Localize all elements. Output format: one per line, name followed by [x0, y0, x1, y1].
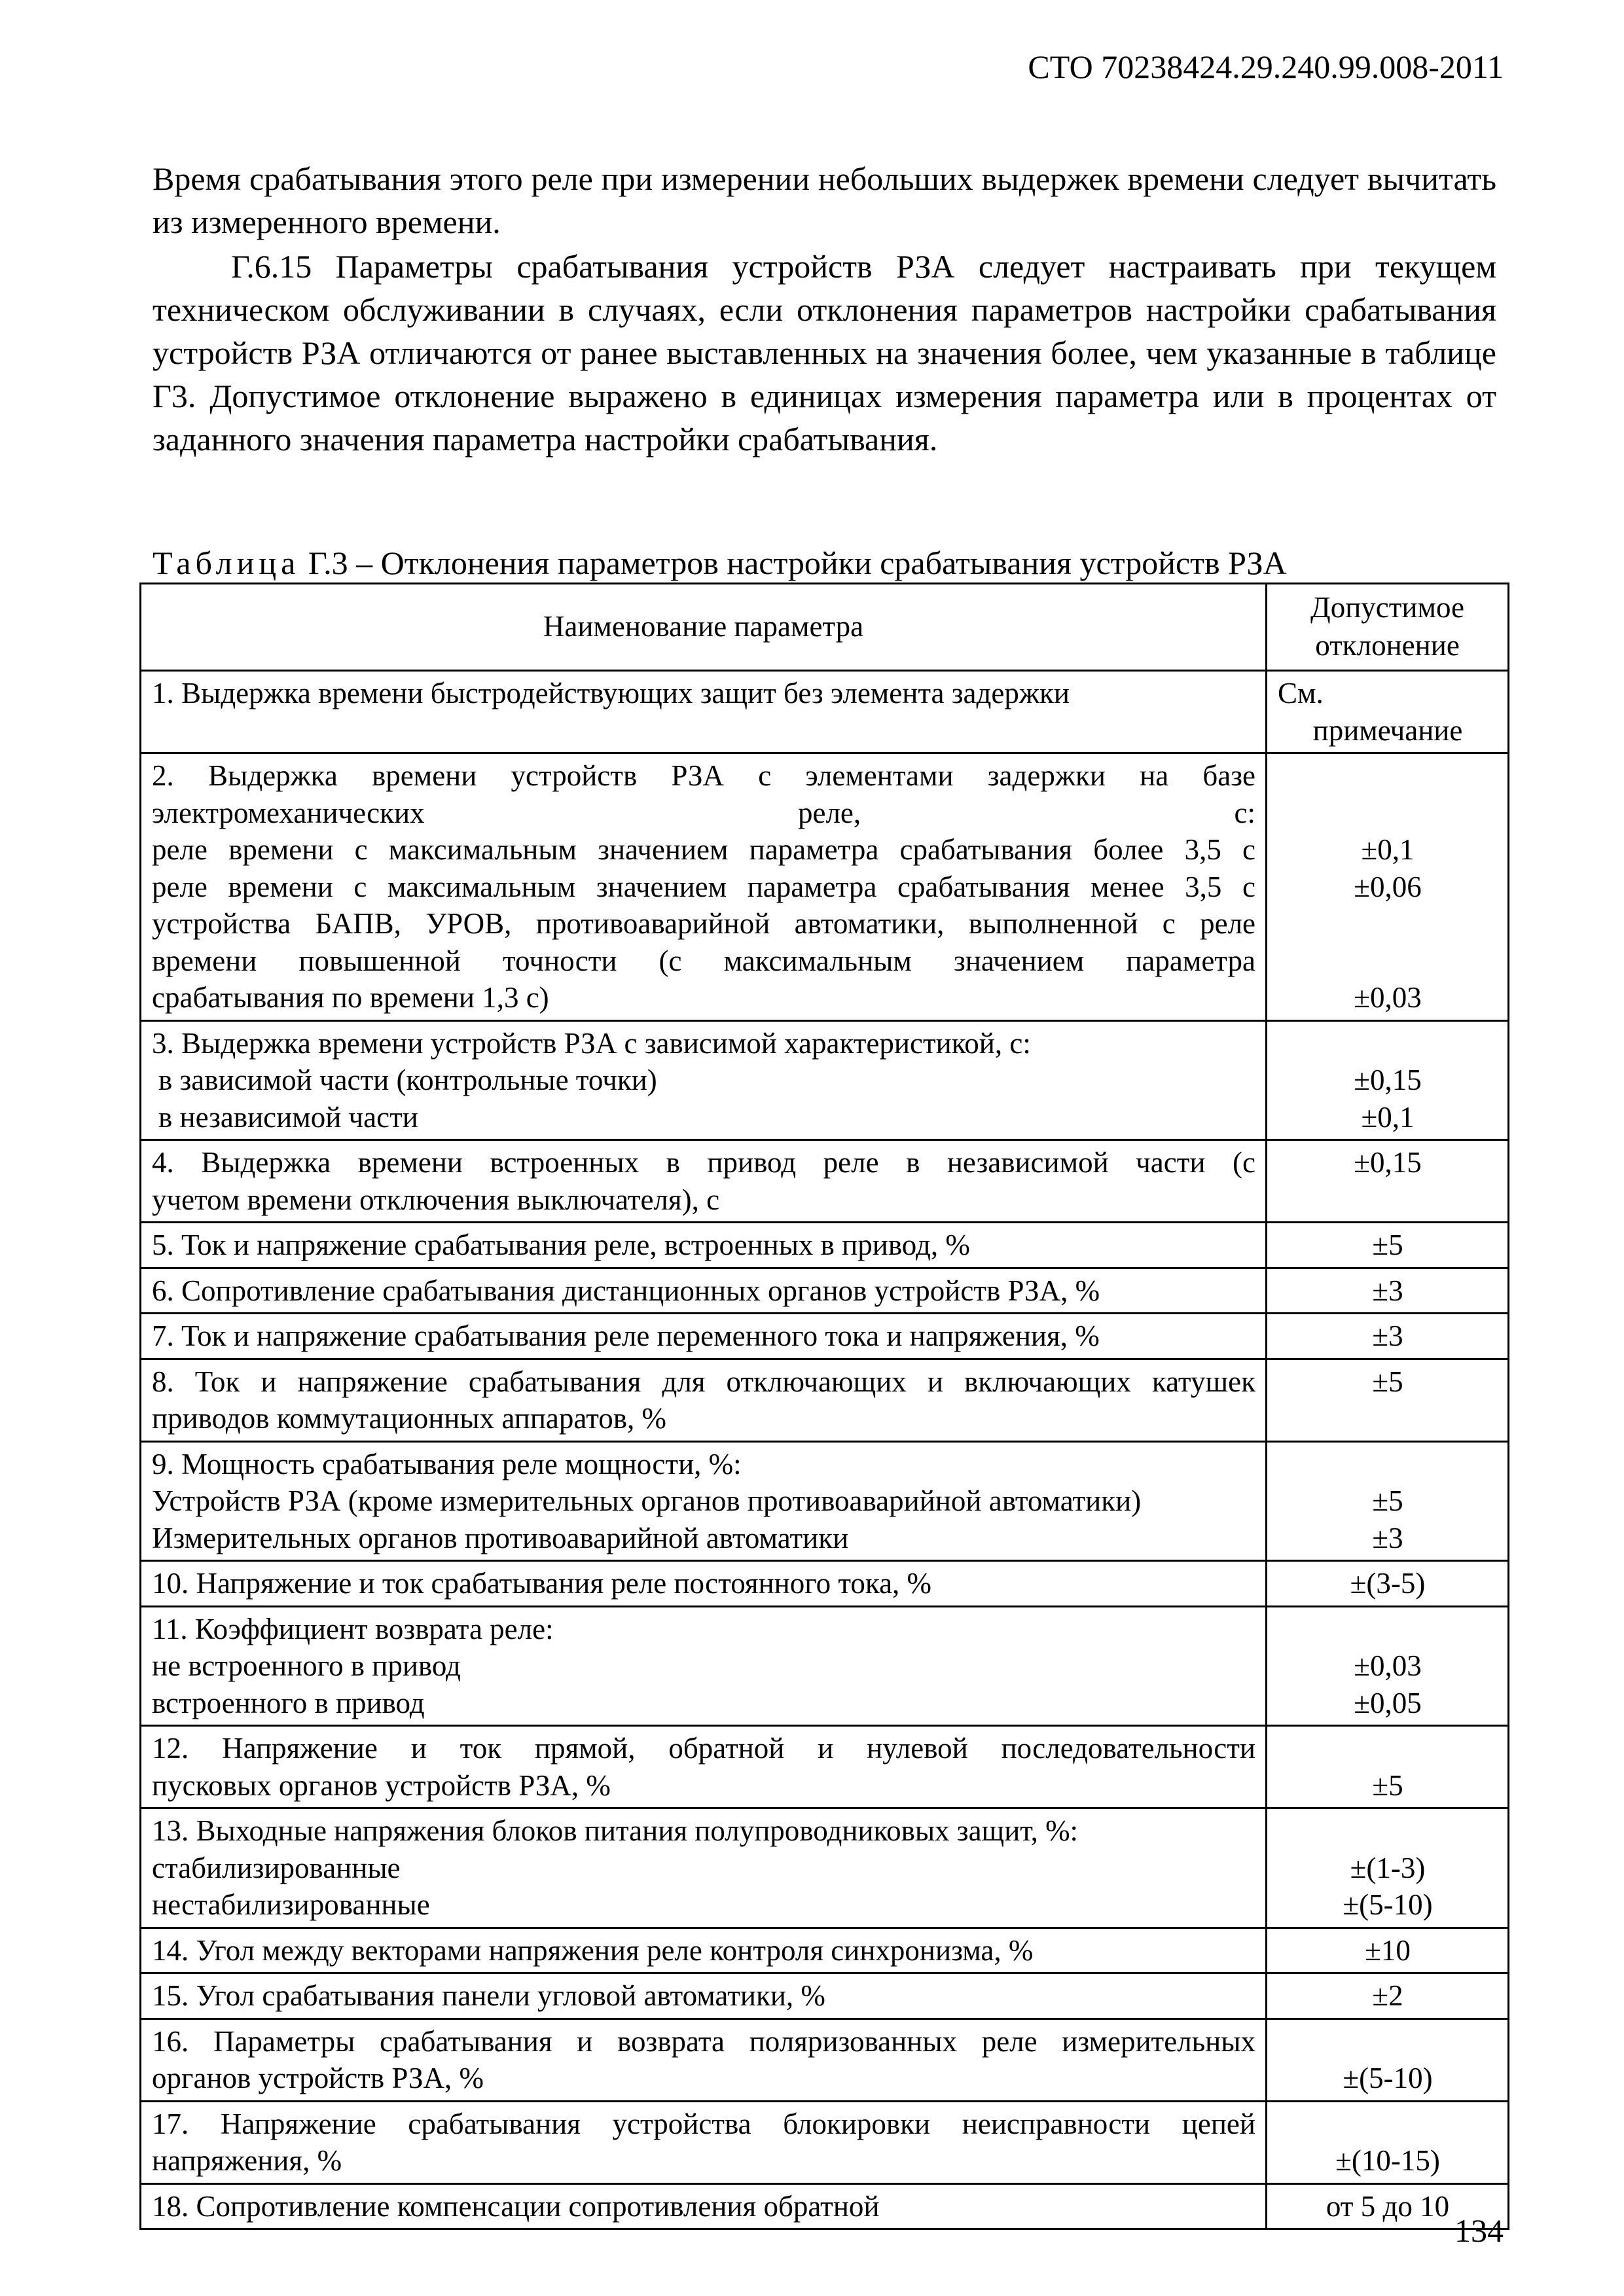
- document-code: СТО 70238424.29.240.99.008-2011: [1028, 48, 1504, 85]
- header-deviation: [1267, 584, 1509, 671]
- parameter-line: пусковых органов устройств РЗА, %: [152, 1768, 611, 1802]
- parameter-cell: [141, 2101, 1267, 2183]
- parameter-line: 8. Ток и напряжение срабатывания для отключающих и включающих катушек: [152, 1365, 1255, 1398]
- deviation-cell: [1267, 1808, 1509, 1928]
- deviation-value: ±(3-5): [1350, 1567, 1426, 1600]
- deviation-cell: [1267, 1020, 1509, 1140]
- deviation-cell: [1267, 1140, 1509, 1223]
- deviation-value: примечание: [1312, 713, 1463, 747]
- deviation-value: [1278, 1730, 1498, 1767]
- parameter-line: 3. Выдержка времени устройств РЗА с зависимой характеристикой, с:: [152, 1026, 1031, 1060]
- deviation-value: [1278, 942, 1498, 980]
- deviation-cell: [1267, 2101, 1509, 2183]
- parameter-line: 14. Угол между векторами напряжения реле контроля синхронизма, %: [152, 1933, 1034, 1967]
- parameter-line: 6. Сопротивление срабатывания дистанционных органов устройств РЗА, %: [152, 1274, 1100, 1307]
- parameter-line: времени повышенной точности (с максимальным значением параметра: [152, 944, 1255, 977]
- parameter-cell: [141, 1928, 1267, 1973]
- parameter-cell: [141, 1726, 1267, 1808]
- deviation-cell: [1267, 1314, 1509, 1359]
- parameter-line: учетом времени отключения выключателя), с: [152, 1183, 720, 1216]
- deviation-cell: [1267, 1973, 1509, 2019]
- parameter-line: органов устройств РЗА, %: [152, 2062, 484, 2094]
- deviation-value: ±0,15: [1354, 1064, 1422, 1096]
- table-row: [141, 1441, 1509, 1561]
- table-caption-text: Г.3 – Отклонения параметров настройки срабатывания устройств РЗА: [308, 545, 1287, 581]
- deviation-value: ±3: [1372, 1274, 1403, 1307]
- parameter-line: электромеханических реле, с:: [152, 796, 1255, 829]
- deviation-cell: [1267, 1606, 1509, 1726]
- deviation-value: ±0,03: [1354, 981, 1422, 1014]
- header-parameter: Наименование параметра: [141, 584, 1267, 671]
- table-row: [141, 1973, 1509, 2019]
- parameter-cell: [141, 1561, 1267, 1607]
- parameter-cell: [141, 1020, 1267, 1140]
- parameter-cell: [141, 1359, 1267, 1441]
- table-row: [141, 1223, 1509, 1268]
- parameter-cell: [141, 1268, 1267, 1314]
- header-deviation-line1: Допустимое: [1310, 591, 1464, 624]
- parameter-cell: [141, 671, 1267, 753]
- paragraph-2: Г.6.15 Параметры срабатывания устройств РЗА следует настраивать при текущем техническом обслуживании в случаях, если отклонения параметров настройки срабатывания устройств РЗА отличаются от ранее выставленных на значения более, чем указанные в таблице Г3. Допустимое отклонение выражено в единицах измерения параметра или в процентах от заданного значения параметра настройки срабатывания.: [153, 248, 1496, 457]
- deviation-value: ±0,05: [1354, 1686, 1422, 1719]
- table-row: [141, 1606, 1509, 1726]
- parameter-line: приводов коммутационных аппаратов, %: [152, 1402, 667, 1435]
- deviation-value: [1278, 1812, 1498, 1850]
- table-row: [141, 1020, 1509, 1140]
- parameter-cell: [141, 1223, 1267, 1268]
- deviation-table: [139, 583, 1509, 2230]
- deviation-value: [1278, 905, 1498, 942]
- deviation-value: ±3: [1372, 1319, 1403, 1352]
- parameter-cell: [141, 1606, 1267, 1726]
- parameter-line: устройства БАПВ, УРОВ, противоаварийной автоматики, выполненной с реле: [152, 907, 1255, 940]
- parameter-line: нестабилизированные: [152, 1888, 430, 1921]
- deviation-cell: [1267, 1561, 1509, 1607]
- parameter-line: 2. Выдержка времени устройств РЗА с элементами задержки на базе: [152, 759, 1255, 792]
- deviation-value: [1278, 1611, 1498, 1648]
- parameter-line: 1. Выдержка времени быстродействующих защит без элемента задержки: [152, 677, 1070, 709]
- deviation-value: ±(5-10): [1343, 2062, 1433, 2094]
- deviation-value: [1278, 757, 1498, 795]
- parameter-line: реле времени с максимальным значением параметра срабатывания менее 3,5 с: [152, 870, 1255, 903]
- table-caption-label: Таблица: [153, 545, 300, 581]
- deviation-value: ±(1-3): [1350, 1851, 1426, 1884]
- parameter-line: срабатывания по времени 1,3 с): [152, 981, 549, 1014]
- table-row: [141, 1140, 1509, 1223]
- parameter-line: 5. Ток и напряжение срабатывания реле, встроенных в привод, %: [152, 1229, 970, 1261]
- table-row: [141, 1808, 1509, 1928]
- parameter-cell: [141, 1973, 1267, 2019]
- deviation-cell: [1267, 753, 1509, 1021]
- parameter-line: встроенного в привод: [152, 1686, 425, 1719]
- deviation-cell: [1267, 1268, 1509, 1314]
- parameter-line: 10. Напряжение и ток срабатывания реле постоянного тока, %: [152, 1567, 932, 1600]
- parameter-line: 15. Угол срабатывания панели угловой автоматики, %: [152, 1979, 825, 2012]
- parameter-line: 13. Выходные напряжения блоков питания полупроводниковых защит, %:: [152, 1814, 1079, 1847]
- parameter-cell: [141, 2183, 1267, 2229]
- table-row: [141, 753, 1509, 1021]
- deviation-value: [1278, 1400, 1498, 1437]
- parameter-line: реле времени с максимальным значением параметра срабатывания более 3,5 с: [152, 833, 1255, 866]
- deviation-cell: [1267, 1223, 1509, 1268]
- table-row: [141, 2183, 1509, 2229]
- parameter-line: Измерительных органов противоаварийной автоматики: [152, 1521, 849, 1554]
- parameter-cell: [141, 1441, 1267, 1561]
- parameter-line: 12. Напряжение и ток прямой, обратной и нулевой последовательности: [152, 1732, 1255, 1765]
- deviation-value: ±5: [1372, 1365, 1403, 1398]
- deviation-value: ±0,1: [1361, 833, 1415, 866]
- parameter-line: 7. Ток и напряжение срабатывания реле переменного тока и напряжения, %: [152, 1319, 1100, 1352]
- table-row: [141, 671, 1509, 753]
- table-row: [141, 1726, 1509, 1808]
- table-body: [141, 671, 1509, 2229]
- deviation-cell: [1267, 1359, 1509, 1441]
- table-row: [141, 2018, 1509, 2101]
- parameter-line: не встроенного в привод: [152, 1649, 461, 1682]
- table-caption: [153, 543, 1287, 583]
- deviation-value: ±3: [1372, 1521, 1403, 1554]
- parameter-line: Устройств РЗА (кроме измерительных органов противоаварийной автоматики): [152, 1484, 1142, 1517]
- deviation-value: [1278, 2106, 1498, 2143]
- deviation-value: ±0,15: [1354, 1146, 1422, 1179]
- deviation-value: ±2: [1372, 1979, 1403, 2012]
- deviation-value: ±5: [1372, 1229, 1403, 1261]
- deviation-cell: [1267, 1441, 1509, 1561]
- parameter-cell: [141, 2018, 1267, 2101]
- deviation-value: ±5: [1372, 1484, 1403, 1517]
- deviation-cell: [1267, 2018, 1509, 2101]
- table-row: [141, 1928, 1509, 1973]
- table-row: [141, 1561, 1509, 1607]
- deviation-value: ±10: [1365, 1933, 1411, 1967]
- deviation-value: [1278, 795, 1498, 832]
- table-row: [141, 1314, 1509, 1359]
- table-header-row: [141, 584, 1509, 671]
- deviation-value: [1278, 1446, 1498, 1483]
- deviation-value: См.: [1278, 677, 1324, 709]
- deviation-value: ±0,06: [1354, 870, 1422, 903]
- deviation-cell: [1267, 1726, 1509, 1808]
- deviation-value: ±(5-10): [1343, 1888, 1433, 1921]
- parameter-line: напряжения, %: [152, 2144, 342, 2177]
- parameter-cell: [141, 1314, 1267, 1359]
- paragraph-1: Время срабатывания этого реле при измерении небольших выдержек времени следует вычитать из измеренного времени.: [153, 160, 1496, 240]
- deviation-value: [1278, 2023, 1498, 2060]
- page-number: 134: [1454, 2212, 1504, 2249]
- table-row: [141, 1268, 1509, 1314]
- parameter-line: в зависимой части (контрольные точки): [158, 1064, 657, 1096]
- table-row: [141, 1359, 1509, 1441]
- parameter-line: 11. Коэффициент возврата реле:: [152, 1612, 554, 1645]
- parameter-cell: [141, 753, 1267, 1021]
- parameter-line: 16. Параметры срабатывания и возврата поляризованных реле измерительных: [152, 2024, 1255, 2058]
- deviation-value: ±0,03: [1354, 1649, 1422, 1682]
- parameter-line: в независимой части: [158, 1100, 418, 1134]
- table-row: [141, 2101, 1509, 2183]
- parameter-line: 4. Выдержка времени встроенных в привод реле в независимой части (с: [152, 1146, 1255, 1179]
- deviation-cell: [1267, 1928, 1509, 1973]
- parameter-cell: [141, 1140, 1267, 1223]
- deviation-value: ±0,1: [1361, 1100, 1415, 1134]
- deviation-value: ±(10-15): [1335, 2144, 1440, 2177]
- parameter-cell: [141, 1808, 1267, 1928]
- deviation-value: [1278, 1025, 1498, 1062]
- deviation-value: ±5: [1372, 1768, 1403, 1802]
- parameter-line: стабилизированные: [152, 1851, 401, 1884]
- parameter-line: 9. Мощность срабатывания реле мощности, %:: [152, 1447, 742, 1480]
- header-deviation-line2: отклонение: [1315, 629, 1460, 662]
- parameter-line: 17. Напряжение срабатывания устройства блокировки неисправности цепей: [152, 2107, 1255, 2140]
- deviation-value: [1278, 1181, 1498, 1219]
- deviation-cell: [1267, 671, 1509, 753]
- parameter-line: 18. Сопротивление компенсации сопротивления обратной: [152, 2189, 880, 2223]
- deviation-value: от 5 до 10: [1326, 2189, 1450, 2223]
